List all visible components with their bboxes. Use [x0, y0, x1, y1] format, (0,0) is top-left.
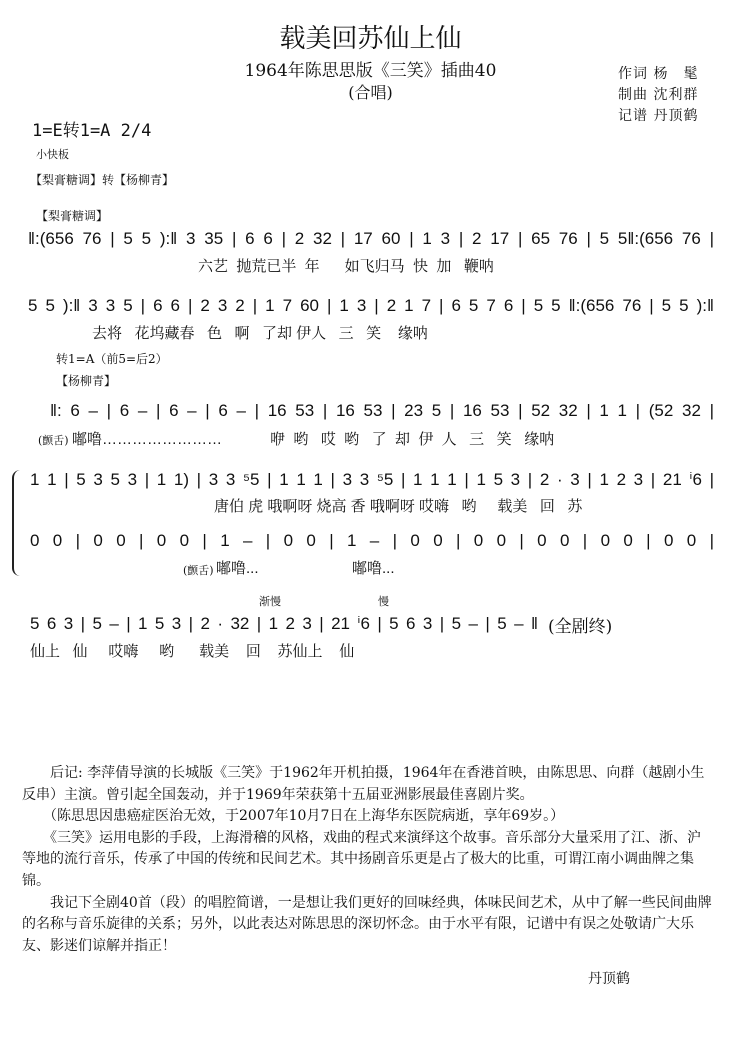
lyrics-line-4: 唐伯 虎 哦啊呀 烧高 香 哦啊呀 哎嗨 哟 载美 回 苏	[214, 498, 583, 515]
lyrics-line-6: 仙上 仙 哎嗨 哟 载美 回 苏仙上 仙	[30, 643, 355, 660]
section-label: 【杨柳青】	[56, 374, 117, 388]
credit-lyricist: 作词 杨 髦	[618, 66, 699, 82]
song-subtitle: 1964年陈思思版《三笑》插曲40	[244, 61, 497, 81]
lyrics-line-2: 去将 花坞藏春 色 啊 了却 伊人 三 笑 缘呐	[92, 325, 428, 342]
lyrics-line-3-start: 嘟噜……………………	[72, 431, 223, 448]
tempo-marking-ritardando: 渐慢	[259, 595, 281, 608]
end-marking: (全剧终)	[548, 617, 613, 637]
notation-line-4: 1 1 | 5 3 5 3 | 1 1) | 3 3 ⁵5 | 1 1 1 | 3 3 ⁵5 | 1 1 1 | 1 5 3 | 2 · 3 | 1 2 3 | 21 ⁱ6 |	[30, 470, 714, 489]
notation-line-1: ‖:(656 76 | 5 5 ):‖ 3 35 | 6 6 | 2 32 | 17 60 | 1 3 | 2 17 | 65 76 | 5 5‖:(656 76 |	[28, 229, 714, 248]
notation-line-3: ‖: 6 – | 6 – | 6 – | 6 – | 16 53 | 16 53 | 23 5 | 16 53 | 52 32 | 1 1 | (52 32 |	[50, 401, 714, 420]
lyrics-line-3: 咿 哟 哎 哟 了 却 伊 人 三 笑 缘呐	[270, 431, 555, 448]
section-label: 【梨膏糖调】	[36, 209, 109, 223]
modulation-marking: 转1=A（前5=后2）	[56, 352, 168, 366]
key-signature: 1=E转1=A 2/4	[32, 121, 152, 141]
afterword-paragraph: 后记: 李萍倩导演的长城版《三笑》于1962年开机拍摄，1964年在香港首映，由陈思思、向群（越剧小生反串）主演。曾引起全国轰动，并于1969年荣获第十五届亚洲影展最佳喜剧片奖。	[22, 765, 705, 803]
afterword-paragraph: 我记下全剧40首（段）的唱腔简谱，一是想让我们更好的回味经典，体味民间艺术，从中了解一些民间曲牌的名称与音乐旋律的关系；另外，以此表达对陈思思的深切怀念。由于水平有限，记谱中有误之处敬请广大乐友、影迷们谅解并指正！	[22, 894, 712, 954]
song-subtitle-chorus: (合唱)	[348, 83, 393, 102]
lyrics-line-5a: 嘟噜...	[216, 560, 259, 577]
afterword-paragraph: 《三笑》运用电影的手段，上海滑稽的风格，戏曲的程式来演绎这个故事。音乐部分大量采用了江、浙、沪等地的流行音乐，传承了中国的传统和民间艺术。其中扬剧音乐更是占了极大的比重，可谓江南小调曲牌之集锦。	[22, 829, 701, 889]
credit-composer: 制曲 沈利群	[618, 87, 699, 103]
performance-note: (颤舌)	[38, 434, 69, 447]
notation-line-6: 5 6 3 | 5 – | 1 5 3 | 2 · 32 | 1 2 3 | 21 ⁱ6 | 5 6 3 | 5 – | 5 – ‖	[30, 614, 538, 633]
tempo-marking-slow: 慢	[378, 595, 389, 608]
afterword	[22, 763, 712, 957]
notation-line-5: 0 0 | 0 0 | 0 0 | 1 – | 0 0 | 1 – | 0 0 | 0 0 | 0 0 | 0 0 | 0 0 |	[30, 531, 714, 550]
notation-line-2: 5 5 ):‖ 3 3 5 | 6 6 | 2 3 2 | 1 7 60 | 1 3 | 2 1 7 | 6 5 7 6 | 5 5 ‖:(656 76 | 5 5 ):‖	[28, 296, 714, 315]
song-title: 载美回苏仙上仙	[279, 24, 462, 54]
lyrics-line-5b: 嘟噜...	[352, 560, 395, 577]
system-brace	[12, 470, 22, 576]
performance-note: (颤舌)	[183, 564, 214, 577]
tempo-marking: 小快板	[36, 148, 69, 161]
tune-names: 【梨膏糖调】转【杨柳青】	[30, 173, 175, 187]
lyrics-line-1: 六艺 抛荒已半 年 如飞归马 快 加 鞭呐	[198, 258, 494, 275]
signature: 丹顶鹤	[588, 971, 630, 987]
credit-transcriber: 记谱 丹顶鹤	[618, 108, 699, 124]
afterword-paragraph: （陈思思因患癌症医治无效，于2007年10月7日在上海华东医院病逝，享年69岁。）	[22, 808, 565, 825]
